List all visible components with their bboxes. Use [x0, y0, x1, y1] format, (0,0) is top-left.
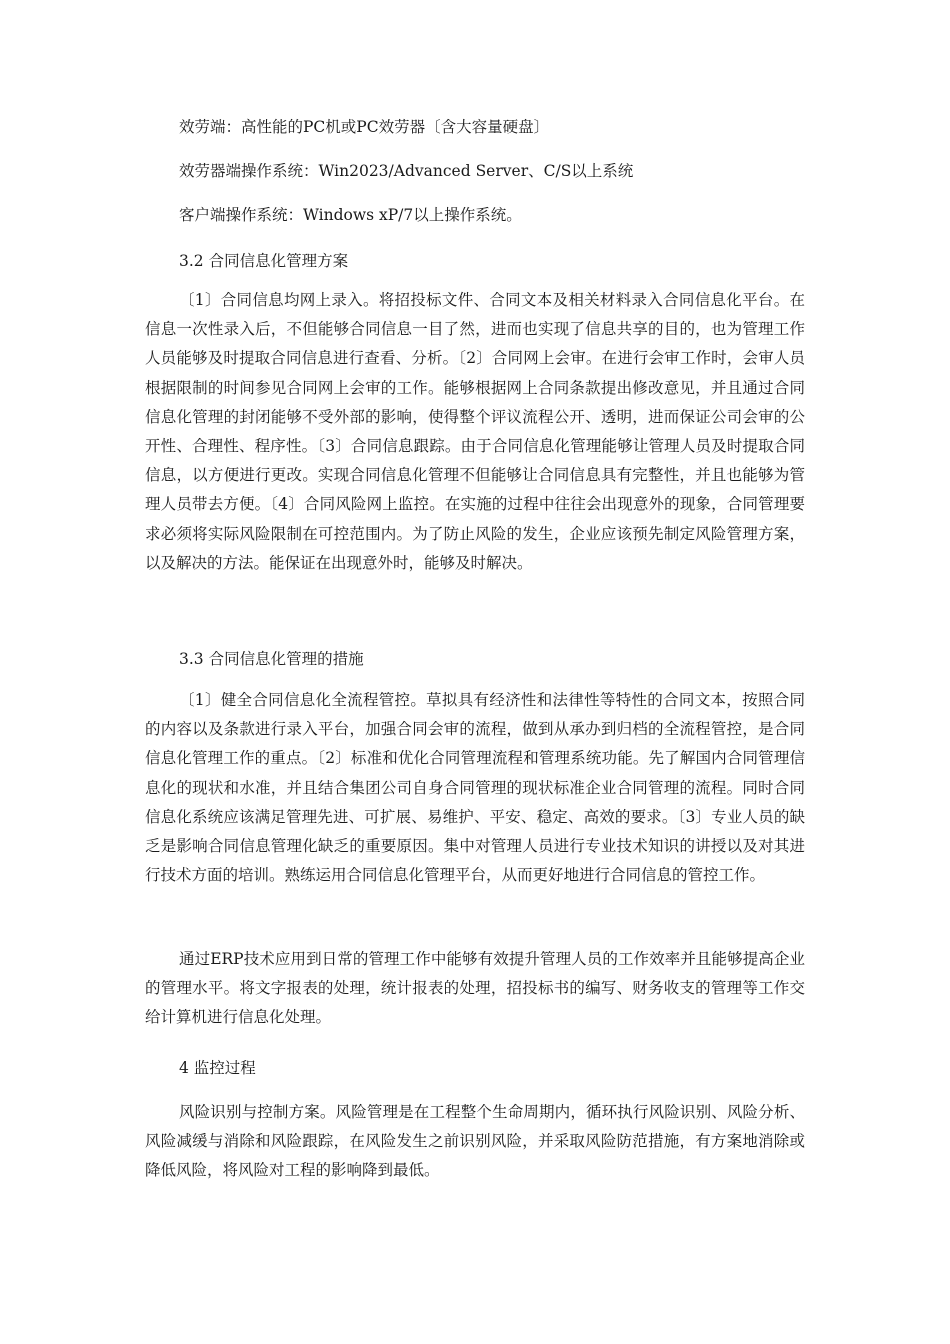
- section-3-3-heading: 3.3 合同信息化管理的措施: [179, 650, 364, 668]
- server-line: 效劳端：高性能的PC机或PC效劳器〔含大容量硬盘〕: [179, 118, 550, 136]
- section-4-heading: 4 监控过程: [179, 1059, 256, 1077]
- section-3-2-heading: 3.2 合同信息化管理方案: [179, 252, 349, 270]
- erp-paragraph: 通过ERP技术应用到日常的管理工作中能够有效提升管理人员的工作效率并且能够提高企业的管理水平。将文字报表的处理，统计报表的处理，招投标书的编写、财务收支的管理等工作交给计算机进行信息化处理。: [145, 950, 805, 1027]
- server-os-line: 效劳器端操作系统：Win2023/Advanced Server、C/S以上系统: [179, 162, 634, 180]
- section-4-paragraph: 风险识别与控制方案。风险管理是在工程整个生命周期内，循环执行风险识别、风险分析、风险减缓与消除和风险跟踪，在风险发生之前识别风险，并采取风险防范措施，有方案地消除或降低风险，将风险对工程的影响降到最低。: [145, 1103, 805, 1180]
- section-3-2-paragraph: 〔1〕合同信息均网上录入。将招投标文件、合同文本及相关材料录入合同信息化平台。在信息一次性录入后，不但能够合同信息一目了然，进而也实现了信息共享的目的，也为管理工作人员能够及时提取合同信息进行查看、分析。〔2〕合同网上会审。在进行会审工作时，会审人员根据限制的时间参见合同网上会审的工作。能够根据网上合同条款提出修改意见，并且通过合同信息化管理的封闭能够不受外部的影响，使得整个评议流程公开、透明，进而保证公司会审的公开性、合理性、程序性。〔3〕合同信息跟踪。由于合同信息化管理能够让管理人员及时提取合同信息，以方便进行更改。实现合同信息化管理不但能够让合同信息具有完整性，并且也能够为管理人员带去方便。〔4〕合同风险网上监控。在实施的过程中往往会出现意外的现象，合同管理要求必须将实际风险限制在可控范围内。为了防止风险的发生，企业应该预先制定风险管理方案，以及解决的方法。能保证在出现意外时，能够及时解决。: [145, 291, 805, 572]
- client-os-line: 客户端操作系统：Windows xP/7以上操作系统。: [179, 206, 522, 224]
- section-3-3-paragraph: 〔1〕健全合同信息化全流程管控。草拟具有经济性和法律性等特性的合同文本，按照合同的内容以及条款进行录入平台，加强合同会审的流程，做到从承办到归档的全流程管控，是合同信息化管理工作的重点。〔2〕标准和优化合同管理流程和管理系统功能。先了解国内合同管理信息化的现状和水准，并且结合集团公司自身合同管理的现状标准企业合同管理的流程。同时合同信息化系统应该满足管理先进、可扩展、易维护、平安、稳定、高效的要求。〔3〕专业人员的缺乏是影响合同信息管理化缺乏的重要原因。集中对管理人员进行专业技术知识的讲授以及对其进行技术方面的培训。熟练运用合同信息化管理平台，从而更好地进行合同信息的管控工作。: [145, 691, 805, 885]
